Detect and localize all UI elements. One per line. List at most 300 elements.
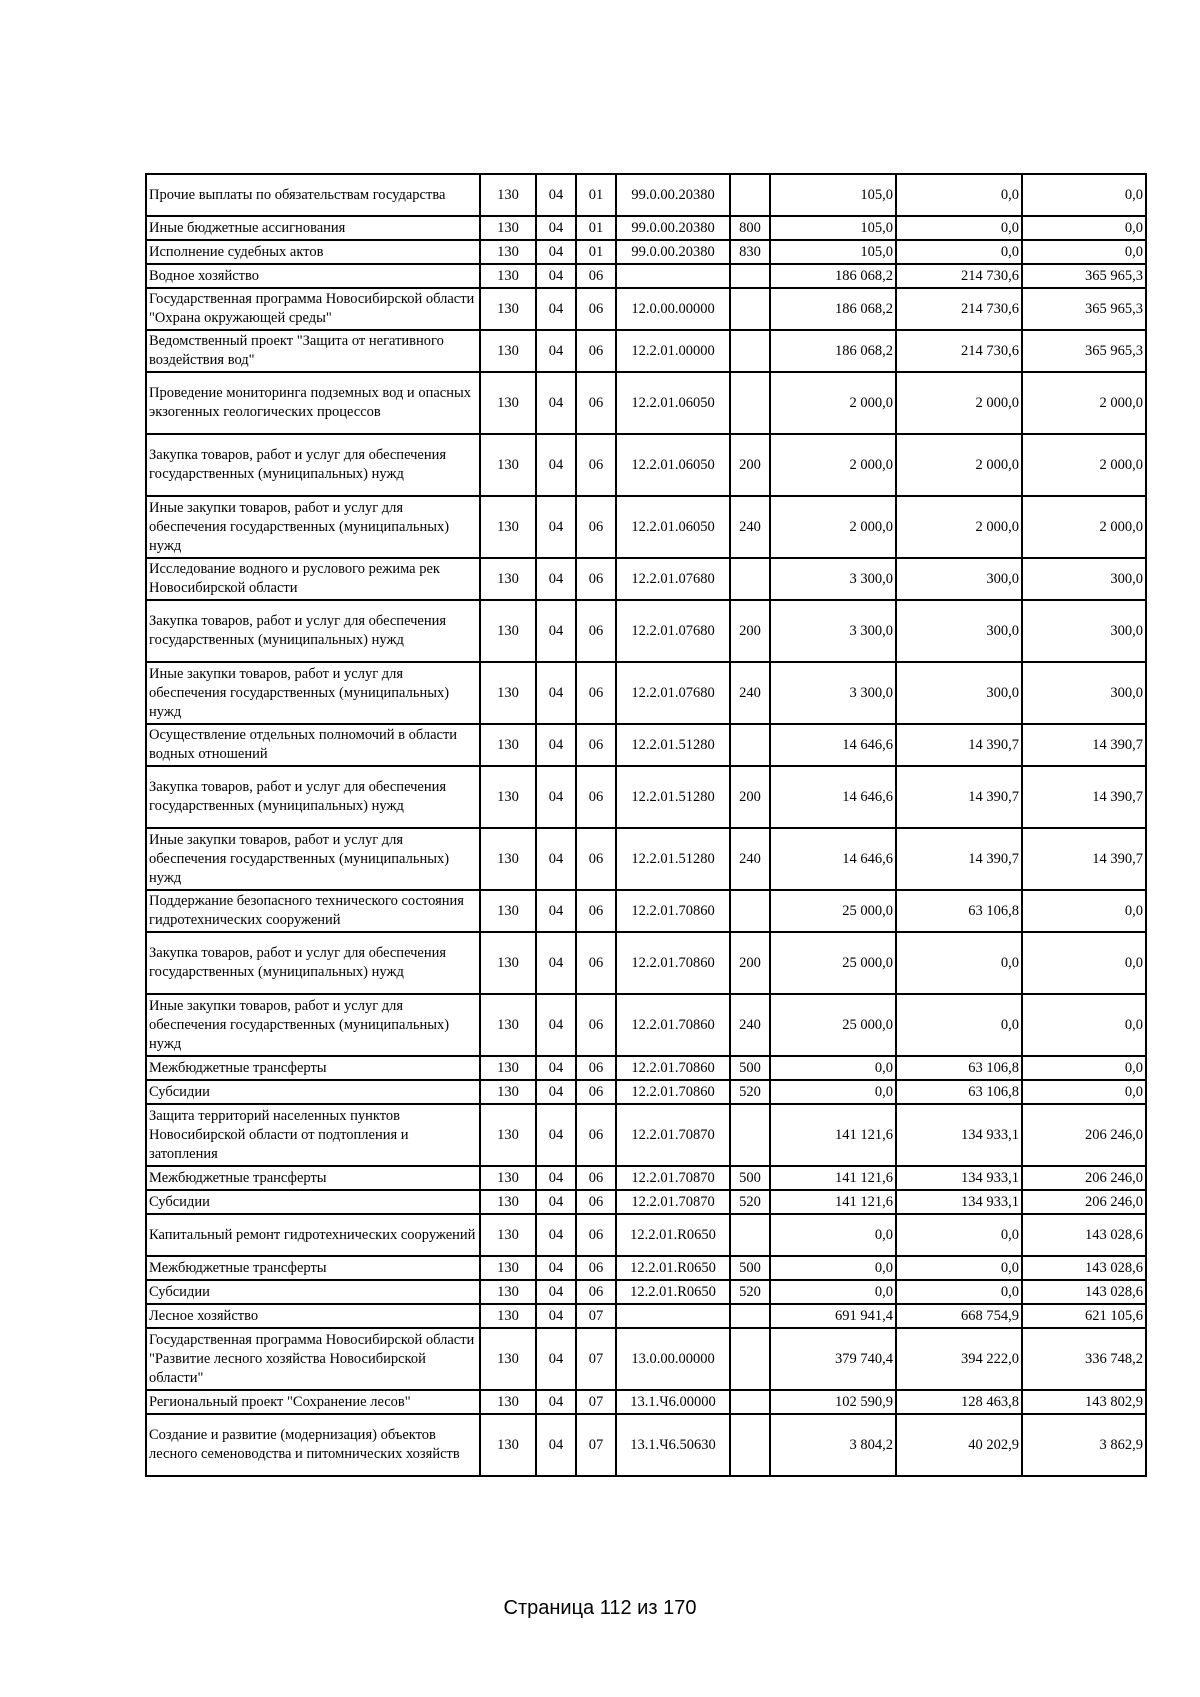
cell-grbs: 130	[480, 558, 536, 600]
cell-section: 04	[536, 1214, 576, 1256]
cell-amount-year-1: 3 300,0	[770, 558, 896, 600]
budget-table-body	[146, 174, 1146, 1476]
cell-section: 04	[536, 330, 576, 372]
cell-section: 04	[536, 890, 576, 932]
cell-expense-type: 800	[730, 216, 770, 240]
cell-grbs: 130	[480, 1166, 536, 1190]
cell-amount-year-2: 0,0	[896, 994, 1022, 1056]
cell-amount-year-3: 621 105,6	[1022, 1304, 1146, 1328]
cell-amount-year-1: 3 804,2	[770, 1414, 896, 1476]
cell-expense-type: 500	[730, 1256, 770, 1280]
cell-grbs: 130	[480, 288, 536, 330]
cell-name: Закупка товаров, работ и услуг для обеспечения государственных (муниципальных) нужд	[146, 434, 480, 496]
table-row	[146, 828, 1146, 890]
cell-subsection: 06	[576, 372, 616, 434]
cell-section: 04	[536, 288, 576, 330]
cell-subsection: 06	[576, 1256, 616, 1280]
table-row	[146, 1190, 1146, 1214]
cell-target-article: 99.0.00.20380	[616, 240, 730, 264]
cell-section: 04	[536, 372, 576, 434]
cell-section: 04	[536, 434, 576, 496]
cell-amount-year-1: 141 121,6	[770, 1166, 896, 1190]
cell-amount-year-2: 300,0	[896, 600, 1022, 662]
cell-target-article: 12.2.01.70860	[616, 932, 730, 994]
cell-grbs: 130	[480, 1256, 536, 1280]
cell-amount-year-1: 105,0	[770, 216, 896, 240]
cell-section: 04	[536, 240, 576, 264]
cell-expense-type: 240	[730, 662, 770, 724]
cell-amount-year-2: 14 390,7	[896, 828, 1022, 890]
table-row	[146, 600, 1146, 662]
cell-target-article: 12.2.01.70860	[616, 994, 730, 1056]
cell-subsection: 06	[576, 434, 616, 496]
cell-grbs: 130	[480, 994, 536, 1056]
cell-target-article: 12.2.01.70860	[616, 1056, 730, 1080]
cell-section: 04	[536, 994, 576, 1056]
cell-name: Поддержание безопасного технического состояния гидротехнических сооружений	[146, 890, 480, 932]
table-row	[146, 1214, 1146, 1256]
cell-grbs: 130	[480, 932, 536, 994]
cell-amount-year-1: 102 590,9	[770, 1390, 896, 1414]
cell-amount-year-2: 0,0	[896, 240, 1022, 264]
cell-amount-year-3: 3 862,9	[1022, 1414, 1146, 1476]
cell-grbs: 130	[480, 496, 536, 558]
cell-amount-year-2: 63 106,8	[896, 890, 1022, 932]
cell-grbs: 130	[480, 1328, 536, 1390]
cell-amount-year-1: 2 000,0	[770, 372, 896, 434]
cell-amount-year-1: 0,0	[770, 1056, 896, 1080]
cell-amount-year-2: 0,0	[896, 932, 1022, 994]
cell-section: 04	[536, 264, 576, 288]
cell-subsection: 01	[576, 240, 616, 264]
cell-subsection: 06	[576, 890, 616, 932]
cell-target-article: 12.2.01.70860	[616, 890, 730, 932]
cell-amount-year-2: 14 390,7	[896, 766, 1022, 828]
cell-expense-type: 520	[730, 1280, 770, 1304]
cell-subsection: 07	[576, 1328, 616, 1390]
cell-subsection: 06	[576, 1214, 616, 1256]
cell-name: Субсидии	[146, 1190, 480, 1214]
cell-amount-year-1: 25 000,0	[770, 932, 896, 994]
cell-amount-year-2: 300,0	[896, 558, 1022, 600]
cell-subsection: 01	[576, 174, 616, 216]
cell-section: 04	[536, 174, 576, 216]
cell-expense-type	[730, 890, 770, 932]
cell-expense-type: 520	[730, 1190, 770, 1214]
cell-grbs: 130	[480, 1304, 536, 1328]
cell-subsection: 06	[576, 1080, 616, 1104]
table-row	[146, 1390, 1146, 1414]
cell-amount-year-1: 0,0	[770, 1080, 896, 1104]
cell-expense-type: 500	[730, 1056, 770, 1080]
cell-subsection: 06	[576, 1056, 616, 1080]
cell-section: 04	[536, 1390, 576, 1414]
cell-amount-year-3: 14 390,7	[1022, 724, 1146, 766]
cell-name: Иные закупки товаров, работ и услуг для обеспечения государственных (муниципальных) нужд	[146, 828, 480, 890]
cell-target-article: 12.2.01.70870	[616, 1190, 730, 1214]
table-row	[146, 1104, 1146, 1166]
cell-amount-year-2: 214 730,6	[896, 288, 1022, 330]
cell-amount-year-2: 2 000,0	[896, 434, 1022, 496]
cell-expense-type: 500	[730, 1166, 770, 1190]
cell-expense-type	[730, 1104, 770, 1166]
cell-amount-year-2: 128 463,8	[896, 1390, 1022, 1414]
cell-amount-year-2: 134 933,1	[896, 1166, 1022, 1190]
cell-expense-type: 240	[730, 994, 770, 1056]
cell-subsection: 06	[576, 828, 616, 890]
table-row	[146, 434, 1146, 496]
cell-amount-year-1: 105,0	[770, 174, 896, 216]
cell-amount-year-3: 143 028,6	[1022, 1280, 1146, 1304]
table-row	[146, 1166, 1146, 1190]
cell-target-article	[616, 1304, 730, 1328]
cell-amount-year-1: 3 300,0	[770, 600, 896, 662]
cell-expense-type	[730, 1214, 770, 1256]
cell-amount-year-3: 300,0	[1022, 662, 1146, 724]
cell-expense-type: 240	[730, 828, 770, 890]
cell-target-article: 12.2.01.06050	[616, 496, 730, 558]
cell-grbs: 130	[480, 240, 536, 264]
cell-section: 04	[536, 828, 576, 890]
cell-target-article	[616, 264, 730, 288]
cell-amount-year-3: 206 246,0	[1022, 1104, 1146, 1166]
cell-grbs: 130	[480, 264, 536, 288]
cell-grbs: 130	[480, 372, 536, 434]
table-row	[146, 1304, 1146, 1328]
cell-amount-year-3: 365 965,3	[1022, 330, 1146, 372]
cell-expense-type: 830	[730, 240, 770, 264]
cell-subsection: 06	[576, 1166, 616, 1190]
cell-section: 04	[536, 1414, 576, 1476]
cell-section: 04	[536, 1104, 576, 1166]
table-row	[146, 994, 1146, 1056]
cell-section: 04	[536, 724, 576, 766]
cell-target-article: 12.2.01.R0650	[616, 1256, 730, 1280]
cell-subsection: 06	[576, 724, 616, 766]
cell-target-article: 13.1.Ч6.50630	[616, 1414, 730, 1476]
cell-subsection: 06	[576, 994, 616, 1056]
cell-name: Государственная программа Новосибирской области "Развитие лесного хозяйства Новосибирской области"	[146, 1328, 480, 1390]
cell-amount-year-1: 25 000,0	[770, 890, 896, 932]
cell-target-article: 12.2.01.06050	[616, 372, 730, 434]
cell-amount-year-2: 0,0	[896, 174, 1022, 216]
cell-section: 04	[536, 1056, 576, 1080]
cell-target-article: 12.0.00.00000	[616, 288, 730, 330]
cell-amount-year-1: 141 121,6	[770, 1190, 896, 1214]
cell-subsection: 06	[576, 558, 616, 600]
cell-amount-year-3: 143 802,9	[1022, 1390, 1146, 1414]
cell-amount-year-1: 3 300,0	[770, 662, 896, 724]
cell-name: Иные закупки товаров, работ и услуг для обеспечения государственных (муниципальных) нужд	[146, 662, 480, 724]
cell-section: 04	[536, 1256, 576, 1280]
cell-expense-type: 240	[730, 496, 770, 558]
cell-name: Прочие выплаты по обязательствам государства	[146, 174, 480, 216]
cell-name: Защита территорий населенных пунктов Новосибирской области от подтопления и затопления	[146, 1104, 480, 1166]
cell-name: Создание и развитие (модернизация) объектов лесного семеноводства и питомнических хозяйств	[146, 1414, 480, 1476]
cell-name: Капитальный ремонт гидротехнических сооружений	[146, 1214, 480, 1256]
table-row	[146, 724, 1146, 766]
cell-name: Закупка товаров, работ и услуг для обеспечения государственных (муниципальных) нужд	[146, 600, 480, 662]
table-row	[146, 496, 1146, 558]
cell-subsection: 06	[576, 496, 616, 558]
cell-subsection: 07	[576, 1304, 616, 1328]
table-row	[146, 558, 1146, 600]
cell-target-article: 12.2.01.70860	[616, 1080, 730, 1104]
cell-target-article: 12.2.01.51280	[616, 724, 730, 766]
cell-amount-year-3: 0,0	[1022, 174, 1146, 216]
cell-name: Лесное хозяйство	[146, 1304, 480, 1328]
cell-section: 04	[536, 216, 576, 240]
cell-subsection: 06	[576, 1280, 616, 1304]
cell-name: Субсидии	[146, 1080, 480, 1104]
cell-amount-year-2: 2 000,0	[896, 372, 1022, 434]
cell-amount-year-3: 143 028,6	[1022, 1214, 1146, 1256]
cell-amount-year-1: 14 646,6	[770, 766, 896, 828]
cell-name: Исследование водного и руслового режима рек Новосибирской области	[146, 558, 480, 600]
cell-amount-year-3: 0,0	[1022, 240, 1146, 264]
table-row	[146, 766, 1146, 828]
cell-target-article: 13.0.00.00000	[616, 1328, 730, 1390]
cell-amount-year-1: 0,0	[770, 1280, 896, 1304]
cell-amount-year-1: 14 646,6	[770, 828, 896, 890]
cell-name: Субсидии	[146, 1280, 480, 1304]
cell-amount-year-3: 0,0	[1022, 1056, 1146, 1080]
table-row	[146, 240, 1146, 264]
cell-section: 04	[536, 932, 576, 994]
cell-amount-year-1: 2 000,0	[770, 496, 896, 558]
cell-subsection: 06	[576, 600, 616, 662]
cell-target-article: 12.2.01.51280	[616, 828, 730, 890]
cell-expense-type: 520	[730, 1080, 770, 1104]
cell-grbs: 130	[480, 1080, 536, 1104]
cell-amount-year-2: 0,0	[896, 1280, 1022, 1304]
cell-target-article: 99.0.00.20380	[616, 216, 730, 240]
cell-amount-year-2: 214 730,6	[896, 264, 1022, 288]
cell-section: 04	[536, 662, 576, 724]
table-row	[146, 264, 1146, 288]
cell-expense-type	[730, 1390, 770, 1414]
cell-expense-type	[730, 724, 770, 766]
cell-grbs: 130	[480, 724, 536, 766]
cell-target-article: 99.0.00.20380	[616, 174, 730, 216]
cell-subsection: 07	[576, 1390, 616, 1414]
cell-amount-year-3: 300,0	[1022, 558, 1146, 600]
cell-amount-year-1: 14 646,6	[770, 724, 896, 766]
cell-name: Исполнение судебных актов	[146, 240, 480, 264]
cell-amount-year-2: 0,0	[896, 1256, 1022, 1280]
cell-amount-year-3: 365 965,3	[1022, 264, 1146, 288]
cell-section: 04	[536, 1328, 576, 1390]
cell-name: Ведомственный проект "Защита от негативного воздействия вод"	[146, 330, 480, 372]
cell-section: 04	[536, 600, 576, 662]
cell-grbs: 130	[480, 330, 536, 372]
cell-amount-year-3: 206 246,0	[1022, 1190, 1146, 1214]
cell-expense-type: 200	[730, 932, 770, 994]
cell-amount-year-2: 668 754,9	[896, 1304, 1022, 1328]
cell-amount-year-2: 134 933,1	[896, 1190, 1022, 1214]
cell-subsection: 06	[576, 330, 616, 372]
cell-expense-type: 200	[730, 766, 770, 828]
cell-name: Межбюджетные трансферты	[146, 1056, 480, 1080]
cell-amount-year-2: 63 106,8	[896, 1080, 1022, 1104]
cell-name: Иные закупки товаров, работ и услуг для обеспечения государственных (муниципальных) нужд	[146, 496, 480, 558]
cell-grbs: 130	[480, 1104, 536, 1166]
cell-amount-year-3: 0,0	[1022, 1080, 1146, 1104]
cell-amount-year-1: 691 941,4	[770, 1304, 896, 1328]
cell-section: 04	[536, 1190, 576, 1214]
table-row	[146, 216, 1146, 240]
cell-amount-year-2: 63 106,8	[896, 1056, 1022, 1080]
cell-section: 04	[536, 766, 576, 828]
cell-target-article: 12.2.01.R0650	[616, 1214, 730, 1256]
table-row	[146, 1080, 1146, 1104]
cell-grbs: 130	[480, 174, 536, 216]
cell-amount-year-3: 0,0	[1022, 890, 1146, 932]
cell-section: 04	[536, 558, 576, 600]
cell-grbs: 130	[480, 434, 536, 496]
cell-section: 04	[536, 1280, 576, 1304]
cell-name: Осуществление отдельных полномочий в области водных отношений	[146, 724, 480, 766]
cell-grbs: 130	[480, 828, 536, 890]
cell-target-article: 12.2.01.07680	[616, 600, 730, 662]
cell-expense-type: 200	[730, 434, 770, 496]
cell-grbs: 130	[480, 1190, 536, 1214]
page-number: Страница 112 из 170	[503, 1597, 697, 1619]
cell-subsection: 06	[576, 1190, 616, 1214]
cell-expense-type	[730, 288, 770, 330]
table-row	[146, 1414, 1146, 1476]
cell-amount-year-2: 40 202,9	[896, 1414, 1022, 1476]
cell-expense-type	[730, 372, 770, 434]
cell-expense-type	[730, 330, 770, 372]
cell-amount-year-1: 25 000,0	[770, 994, 896, 1056]
cell-amount-year-1: 186 068,2	[770, 330, 896, 372]
cell-expense-type	[730, 1414, 770, 1476]
cell-grbs: 130	[480, 1414, 536, 1476]
cell-expense-type: 200	[730, 600, 770, 662]
table-row	[146, 174, 1146, 216]
cell-target-article: 12.2.01.00000	[616, 330, 730, 372]
cell-name: Региональный проект "Сохранение лесов"	[146, 1390, 480, 1414]
table-row	[146, 1256, 1146, 1280]
cell-expense-type	[730, 558, 770, 600]
cell-grbs: 130	[480, 1280, 536, 1304]
cell-amount-year-3: 14 390,7	[1022, 766, 1146, 828]
cell-subsection: 06	[576, 662, 616, 724]
cell-amount-year-2: 214 730,6	[896, 330, 1022, 372]
cell-subsection: 07	[576, 1414, 616, 1476]
cell-grbs: 130	[480, 662, 536, 724]
cell-amount-year-2: 134 933,1	[896, 1104, 1022, 1166]
cell-target-article: 12.2.01.06050	[616, 434, 730, 496]
cell-section: 04	[536, 496, 576, 558]
cell-subsection: 01	[576, 216, 616, 240]
cell-amount-year-2: 394 222,0	[896, 1328, 1022, 1390]
cell-name: Государственная программа Новосибирской области "Охрана окружающей среды"	[146, 288, 480, 330]
cell-name: Иные закупки товаров, работ и услуг для обеспечения государственных (муниципальных) нужд	[146, 994, 480, 1056]
cell-amount-year-1: 186 068,2	[770, 264, 896, 288]
cell-amount-year-2: 14 390,7	[896, 724, 1022, 766]
table-row	[146, 662, 1146, 724]
cell-amount-year-3: 0,0	[1022, 216, 1146, 240]
cell-amount-year-1: 379 740,4	[770, 1328, 896, 1390]
budget-table	[145, 173, 1147, 1477]
cell-subsection: 06	[576, 264, 616, 288]
cell-amount-year-3: 14 390,7	[1022, 828, 1146, 890]
cell-amount-year-3: 0,0	[1022, 994, 1146, 1056]
cell-name: Межбюджетные трансферты	[146, 1166, 480, 1190]
cell-target-article: 12.2.01.70870	[616, 1166, 730, 1190]
cell-target-article: 12.2.01.70870	[616, 1104, 730, 1166]
cell-target-article: 12.2.01.51280	[616, 766, 730, 828]
cell-subsection: 06	[576, 1104, 616, 1166]
cell-section: 04	[536, 1304, 576, 1328]
cell-expense-type	[730, 1304, 770, 1328]
cell-amount-year-1: 186 068,2	[770, 288, 896, 330]
cell-grbs: 130	[480, 766, 536, 828]
table-row	[146, 1328, 1146, 1390]
cell-amount-year-1: 2 000,0	[770, 434, 896, 496]
cell-grbs: 130	[480, 1390, 536, 1414]
cell-target-article: 12.2.01.07680	[616, 662, 730, 724]
cell-amount-year-3: 0,0	[1022, 932, 1146, 994]
cell-amount-year-1: 0,0	[770, 1214, 896, 1256]
cell-name: Закупка товаров, работ и услуг для обеспечения государственных (муниципальных) нужд	[146, 766, 480, 828]
cell-grbs: 130	[480, 216, 536, 240]
cell-grbs: 130	[480, 1056, 536, 1080]
table-row	[146, 890, 1146, 932]
cell-amount-year-2: 2 000,0	[896, 496, 1022, 558]
cell-amount-year-2: 300,0	[896, 662, 1022, 724]
cell-target-article: 12.2.01.07680	[616, 558, 730, 600]
cell-subsection: 06	[576, 288, 616, 330]
table-row	[146, 372, 1146, 434]
table-row	[146, 1280, 1146, 1304]
cell-amount-year-3: 143 028,6	[1022, 1256, 1146, 1280]
cell-amount-year-3: 336 748,2	[1022, 1328, 1146, 1390]
cell-target-article: 13.1.Ч6.00000	[616, 1390, 730, 1414]
cell-amount-year-1: 141 121,6	[770, 1104, 896, 1166]
cell-amount-year-3: 206 246,0	[1022, 1166, 1146, 1190]
cell-section: 04	[536, 1166, 576, 1190]
cell-section: 04	[536, 1080, 576, 1104]
table-row	[146, 1056, 1146, 1080]
cell-expense-type	[730, 174, 770, 216]
cell-amount-year-3: 365 965,3	[1022, 288, 1146, 330]
cell-name: Иные бюджетные ассигнования	[146, 216, 480, 240]
cell-amount-year-1: 0,0	[770, 1256, 896, 1280]
cell-name: Водное хозяйство	[146, 264, 480, 288]
cell-grbs: 130	[480, 1214, 536, 1256]
cell-subsection: 06	[576, 932, 616, 994]
cell-name: Межбюджетные трансферты	[146, 1256, 480, 1280]
cell-amount-year-2: 0,0	[896, 1214, 1022, 1256]
cell-expense-type	[730, 264, 770, 288]
table-row	[146, 288, 1146, 330]
table-row	[146, 932, 1146, 994]
cell-amount-year-1: 105,0	[770, 240, 896, 264]
cell-subsection: 06	[576, 766, 616, 828]
cell-amount-year-3: 300,0	[1022, 600, 1146, 662]
cell-grbs: 130	[480, 890, 536, 932]
table-row	[146, 330, 1146, 372]
cell-grbs: 130	[480, 600, 536, 662]
cell-name: Проведение мониторинга подземных вод и опасных экзогенных геологических процессов	[146, 372, 480, 434]
cell-expense-type	[730, 1328, 770, 1390]
cell-amount-year-3: 2 000,0	[1022, 496, 1146, 558]
cell-target-article: 12.2.01.R0650	[616, 1280, 730, 1304]
cell-amount-year-3: 2 000,0	[1022, 434, 1146, 496]
